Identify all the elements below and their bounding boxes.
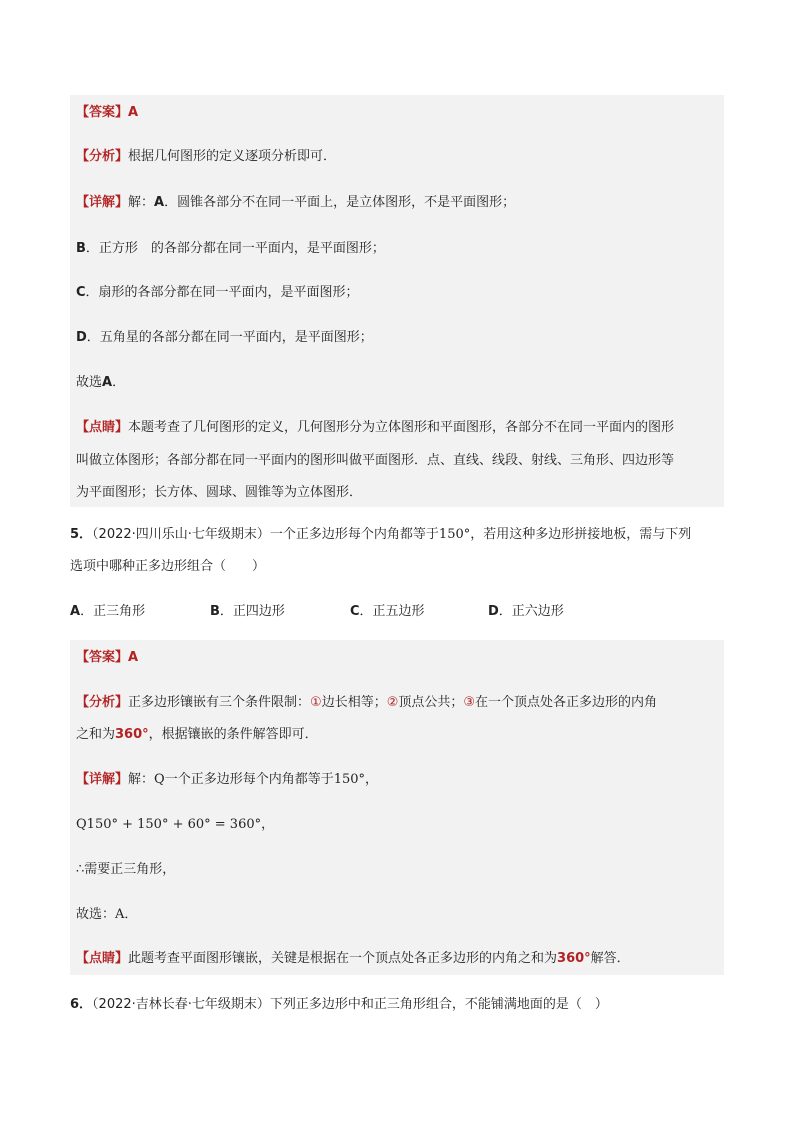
option-letter: D [76,330,87,345]
q4-conclusion [76,374,125,392]
comment-text: 此题考查平面图形镶嵌，关键是根据在一个顶点处各正多边形的内角之和为 [128,951,558,966]
q4-answer [76,104,138,122]
q5-detail-line2 [76,816,274,834]
q4-detail-a [76,194,515,212]
q5-detail-line3 [76,861,175,879]
detail-d-text: ．五角星的各部分都在同一平面内，是平面图形； [86,330,373,345]
q4-detail-c [76,284,359,302]
analysis-tag: 【分析】 [76,149,129,164]
option-letter: B [210,604,220,619]
option-letter: A [154,195,165,210]
q4-comment-line2 [76,452,674,470]
q5-answer [76,649,138,667]
q5-stem-line1 [70,526,691,544]
therefore-symbol: ∴ [76,862,85,877]
option-text: ．正五边形 [359,604,425,619]
comment-text: 本题考查了几何图形的定义，几何图形分为立体图形和平面图形，各部分不在同一平面内的图形 [128,420,675,435]
q5-option-a [70,603,145,621]
option-text: ．正三角形 [80,604,146,619]
detail-text: ． [124,907,138,922]
angle-sum-value: 360° [115,727,149,742]
stem-text: 下列正多边形中和正三角形组合，不能铺满地面的是（ ） [269,997,608,1012]
detail-b-text: ．正方形 的各部分都在同一平面内，是平面图形； [85,241,385,256]
option-letter: C [350,604,360,619]
circled-number-2: ② [386,695,399,710]
option-letter: D [488,604,499,619]
answer-value: A [128,105,139,120]
conclusion-end: ． [112,375,126,390]
analysis-text: 根据几何图形的定义逐项分析即可． [128,149,337,164]
q6-stem [70,996,608,1014]
comment-tag: 【点睛】 [76,951,129,966]
detail-intro: 解： [128,195,155,210]
q4-detail-d [76,329,373,347]
detail-text: 解： [128,772,155,787]
option-letter: C [76,285,86,300]
q5-option-c [350,603,425,621]
conclusion-letter: A [102,375,113,390]
detail-text: 一个正多边形每个内角都等于 [164,772,334,787]
option-letter: A [70,604,81,619]
q5-detail-line4 [76,906,137,924]
q4-analysis [76,148,336,166]
analysis-text: 边长相等； [321,695,387,710]
q4-comment-line3 [76,484,362,502]
analysis-text: 在一个顶点处各正多边形的内角 [475,695,658,710]
detail-tag: 【详解】 [76,772,129,787]
conclusion-letter: A [115,907,125,922]
angle-value: 150° [333,772,366,787]
q5-analysis-line2 [76,726,318,744]
analysis-text: ，根据镶嵌的条件解答即可． [148,727,318,742]
detail-a-text: ．圆锥各部分不在同一平面上，是立体图形，不是平面图形； [164,195,516,210]
q5-detail-line1 [76,771,378,789]
detail-text: 故选： [76,907,116,922]
option-letter: B [76,241,86,256]
comment-text: 叫做立体图形；各部分都在同一平面内的图形叫做平面图形．点、直线、线段、射线、三角形、四边形等 [76,453,675,468]
analysis-text: 之和为 [76,727,116,742]
because-symbol: Q [76,817,87,832]
angle-value: 150° [438,527,471,542]
detail-c-text: ．扇形的各部分都在同一平面内，是平面图形； [85,285,359,300]
stem-text: 一个正多边形每个内角都等于 [269,527,439,542]
because-symbol: Q [154,772,165,787]
q5-option-b [210,603,285,621]
question-source: （2022·四川乐山·七年级期末） [92,527,270,542]
detail-text: 需要正三角形， [84,862,176,877]
question-source: （2022·吉林长春·七年级期末） [92,997,270,1012]
detail-tag: 【详解】 [76,195,129,210]
analysis-tag: 【分析】 [76,695,129,710]
q4-comment-line1 [76,419,674,437]
detail-text: ， [365,772,379,787]
q5-comment [76,950,630,968]
q5-stem-line2 [70,558,265,576]
analysis-text: 顶点公共； [398,695,464,710]
q5-option-d [488,603,564,621]
option-text: ．正四边形 [219,604,285,619]
conclusion-text: 故选 [76,375,103,390]
comment-tag: 【点睛】 [76,420,129,435]
analysis-text: 正多边形镶嵌有三个条件限制： [128,695,311,710]
equation: 150° + 150° + 60° = 360° [86,817,262,832]
stem-text: 选项中哪种正多边形组合（ ） [70,559,266,574]
circled-number-1: ① [310,695,322,710]
angle-sum-value: 360° [557,951,591,966]
option-text: ．正六边形 [498,604,564,619]
q5-analysis-line1 [76,694,657,712]
comment-text: 解答． [590,951,630,966]
question-number: 5． [70,527,93,542]
answer-tag: 【答案】 [76,105,129,120]
q4-detail-b [76,240,385,258]
comment-text: 为平面图形；长方体、圆球、圆锥等为立体图形． [76,485,363,500]
answer-tag: 【答案】 [76,650,129,665]
answer-value: A [128,650,139,665]
question-number: 6． [70,997,93,1012]
detail-text: ， [261,817,275,832]
circled-number-3: ③ [463,695,476,710]
q5-solution-block [70,640,724,975]
stem-text: ，若用这种多边形拼接地板，需与下列 [470,527,692,542]
